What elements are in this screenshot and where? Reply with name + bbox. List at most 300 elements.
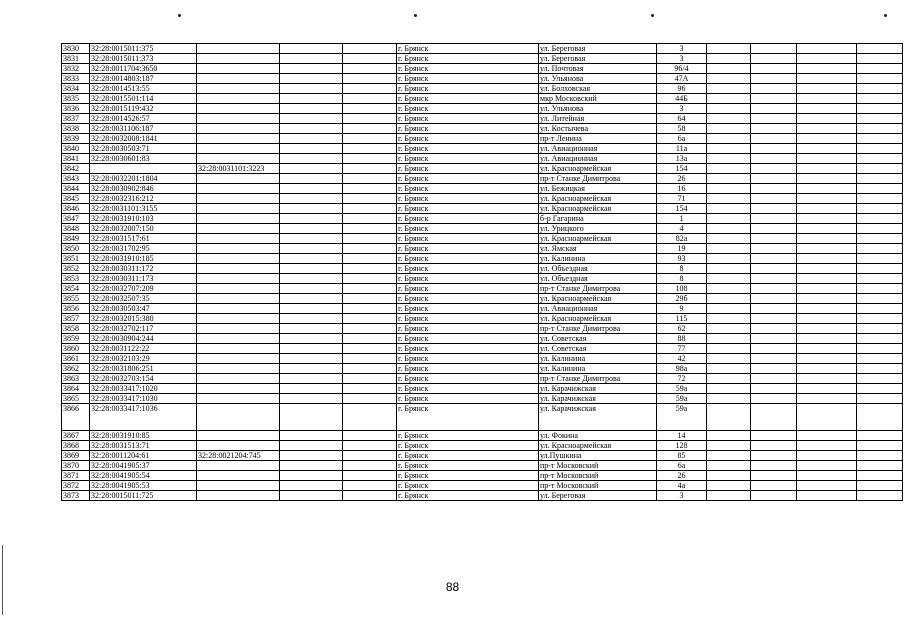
- cadastral-number-2: [197, 254, 280, 264]
- empty-cell: [797, 224, 857, 234]
- table-row: [62, 194, 903, 204]
- cadastral-number-2: [197, 344, 280, 354]
- empty-cell: [343, 94, 397, 104]
- empty-cell: [751, 104, 797, 114]
- street: ул. Красноармейская: [539, 194, 657, 204]
- house-number: 3: [657, 54, 707, 64]
- city: г. Брянск: [397, 84, 539, 94]
- empty-cell: [857, 451, 903, 461]
- table-row: [62, 44, 903, 54]
- house-number: 13а: [657, 154, 707, 164]
- empty-cell: [280, 304, 343, 314]
- empty-cell: [751, 94, 797, 104]
- empty-cell: [343, 74, 397, 84]
- empty-cell: [857, 154, 903, 164]
- empty-cell: [857, 144, 903, 154]
- street: ул. Карачижская: [539, 394, 657, 404]
- empty-cell: [857, 481, 903, 491]
- empty-cell: [751, 184, 797, 194]
- record-number: 3871: [62, 471, 90, 481]
- street: ул. Калинина: [539, 354, 657, 364]
- cadastral-number-2: [197, 204, 280, 214]
- empty-cell: [280, 94, 343, 104]
- empty-cell: [707, 334, 751, 344]
- cadastral-number: 32:28:0032702:117: [90, 324, 197, 334]
- city: г. Брянск: [397, 304, 539, 314]
- cadastral-number: 32:28:0030311:173: [90, 274, 197, 284]
- record-number: 3872: [62, 481, 90, 491]
- empty-cell: [280, 44, 343, 54]
- empty-cell: [751, 394, 797, 404]
- city: г. Брянск: [397, 404, 539, 431]
- cadastral-number-2: [197, 284, 280, 294]
- empty-cell: [857, 374, 903, 384]
- house-number: 3: [657, 491, 707, 501]
- empty-cell: [751, 174, 797, 184]
- empty-cell: [797, 64, 857, 74]
- empty-cell: [857, 491, 903, 501]
- cadastral-number: 32:28:0015119:432: [90, 104, 197, 114]
- empty-cell: [280, 274, 343, 284]
- cadastral-number: 32:28:0015011:375: [90, 44, 197, 54]
- empty-cell: [280, 344, 343, 354]
- cadastral-number-2: 32:28:0021204:745: [197, 451, 280, 461]
- empty-cell: [797, 254, 857, 264]
- empty-cell: [751, 461, 797, 471]
- record-number: 3848: [62, 224, 90, 234]
- city: г. Брянск: [397, 334, 539, 344]
- cadastral-number: 32:28:0032103:29: [90, 354, 197, 364]
- city: г. Брянск: [397, 94, 539, 104]
- empty-cell: [280, 254, 343, 264]
- empty-cell: [343, 64, 397, 74]
- cadastral-number-2: [197, 274, 280, 284]
- street: пр-т Московский: [539, 461, 657, 471]
- cadastral-number: 32:28:0032316:212: [90, 194, 197, 204]
- record-number: 3869: [62, 451, 90, 461]
- empty-cell: [797, 294, 857, 304]
- cadastral-number: 32:28:0031910:85: [90, 431, 197, 441]
- empty-cell: [797, 154, 857, 164]
- cadastral-number: 32:28:0032703:154: [90, 374, 197, 384]
- record-number: 3868: [62, 441, 90, 451]
- scan-dot: [884, 14, 887, 17]
- cadastral-number-2: [197, 174, 280, 184]
- house-number: 71: [657, 194, 707, 204]
- city: г. Брянск: [397, 264, 539, 274]
- record-number: 3860: [62, 344, 90, 354]
- record-number: 3854: [62, 284, 90, 294]
- empty-cell: [797, 304, 857, 314]
- empty-cell: [343, 284, 397, 294]
- cadastral-number-2: [197, 134, 280, 144]
- registry-table: [61, 43, 903, 501]
- record-number: 3850: [62, 244, 90, 254]
- cadastral-number: 32:28:0031517:61: [90, 234, 197, 244]
- table-row: [62, 461, 903, 471]
- empty-cell: [707, 264, 751, 274]
- city: г. Брянск: [397, 354, 539, 364]
- empty-cell: [797, 344, 857, 354]
- empty-cell: [707, 384, 751, 394]
- empty-cell: [343, 404, 397, 431]
- empty-cell: [751, 54, 797, 64]
- empty-cell: [857, 344, 903, 354]
- empty-cell: [857, 184, 903, 194]
- record-number: 3833: [62, 74, 90, 84]
- cadastral-number-2: [197, 194, 280, 204]
- empty-cell: [857, 74, 903, 84]
- empty-cell: [751, 134, 797, 144]
- cadastral-number-2: 32:28:0031101:3223: [197, 164, 280, 174]
- city: г. Брянск: [397, 451, 539, 461]
- empty-cell: [857, 431, 903, 441]
- empty-cell: [857, 264, 903, 274]
- record-number: 3834: [62, 84, 90, 94]
- empty-cell: [343, 234, 397, 244]
- table-row: [62, 74, 903, 84]
- empty-cell: [797, 44, 857, 54]
- cadastral-number-2: [197, 104, 280, 114]
- street: б-р Гагарина: [539, 214, 657, 224]
- cadastral-number: 32:28:0032707:209: [90, 284, 197, 294]
- city: г. Брянск: [397, 104, 539, 114]
- empty-cell: [280, 441, 343, 451]
- house-number: 4: [657, 224, 707, 234]
- empty-cell: [857, 384, 903, 394]
- empty-cell: [797, 461, 857, 471]
- empty-cell: [707, 84, 751, 94]
- table-row: [62, 344, 903, 354]
- city: г. Брянск: [397, 164, 539, 174]
- cadastral-number-2: [197, 314, 280, 324]
- house-number: 154: [657, 164, 707, 174]
- cadastral-number: 32:28:0011204:61: [90, 451, 197, 461]
- table-row: [62, 224, 903, 234]
- house-number: 59а: [657, 394, 707, 404]
- cadastral-number-2: [197, 214, 280, 224]
- street: ул. Бежицкая: [539, 184, 657, 194]
- scan-edge-mark: [2, 545, 3, 615]
- house-number: 96/4: [657, 64, 707, 74]
- empty-cell: [280, 244, 343, 254]
- empty-cell: [751, 324, 797, 334]
- empty-cell: [797, 74, 857, 84]
- street: ул. Карачижская: [539, 404, 657, 431]
- empty-cell: [280, 394, 343, 404]
- table-row: [62, 164, 903, 174]
- city: г. Брянск: [397, 154, 539, 164]
- empty-cell: [797, 184, 857, 194]
- table-row: [62, 134, 903, 144]
- street: пр-т Ленина: [539, 134, 657, 144]
- city: г. Брянск: [397, 204, 539, 214]
- record-number: 3866: [62, 404, 90, 431]
- empty-cell: [280, 334, 343, 344]
- street: ул. Авиационная: [539, 144, 657, 154]
- empty-cell: [797, 324, 857, 334]
- empty-cell: [280, 374, 343, 384]
- empty-cell: [751, 74, 797, 84]
- city: г. Брянск: [397, 194, 539, 204]
- cadastral-number-2: [197, 114, 280, 124]
- cadastral-number: 32:28:0015011:373: [90, 54, 197, 64]
- table-row: [62, 214, 903, 224]
- house-number: 77: [657, 344, 707, 354]
- empty-cell: [280, 144, 343, 154]
- street: ул. Костычева: [539, 124, 657, 134]
- empty-cell: [707, 314, 751, 324]
- empty-cell: [857, 64, 903, 74]
- record-number: 3851: [62, 254, 90, 264]
- table-row: [62, 154, 903, 164]
- record-number: 3861: [62, 354, 90, 364]
- cadastral-number: 32:28:0014803:187: [90, 74, 197, 84]
- empty-cell: [343, 344, 397, 354]
- house-number: 93: [657, 254, 707, 264]
- empty-cell: [707, 74, 751, 84]
- cadastral-number-2: [197, 84, 280, 94]
- empty-cell: [797, 354, 857, 364]
- street: ул. Береговая: [539, 54, 657, 64]
- record-number: 3841: [62, 154, 90, 164]
- cadastral-number: [90, 164, 197, 174]
- cadastral-number: 32:28:0032007:150: [90, 224, 197, 234]
- empty-cell: [280, 64, 343, 74]
- house-number: 59а: [657, 404, 707, 431]
- empty-cell: [751, 224, 797, 234]
- cadastral-number: 32:28:0033417:1030: [90, 394, 197, 404]
- record-number: 3862: [62, 364, 90, 374]
- empty-cell: [343, 224, 397, 234]
- record-number: 3837: [62, 114, 90, 124]
- empty-cell: [343, 461, 397, 471]
- empty-cell: [797, 194, 857, 204]
- table-row: [62, 314, 903, 324]
- record-number: 3831: [62, 54, 90, 64]
- record-number: 3838: [62, 124, 90, 134]
- empty-cell: [343, 184, 397, 194]
- street: пр-т Московский: [539, 481, 657, 491]
- empty-cell: [797, 264, 857, 274]
- empty-cell: [343, 84, 397, 94]
- cadastral-number-2: [197, 44, 280, 54]
- table-row: [62, 431, 903, 441]
- empty-cell: [280, 264, 343, 274]
- street: ул. Ульянова: [539, 74, 657, 84]
- empty-cell: [857, 214, 903, 224]
- house-number: 58: [657, 124, 707, 134]
- empty-cell: [751, 451, 797, 461]
- empty-cell: [751, 441, 797, 451]
- empty-cell: [343, 431, 397, 441]
- table-row: [62, 294, 903, 304]
- empty-cell: [707, 374, 751, 384]
- table-row: [62, 204, 903, 214]
- empty-cell: [280, 204, 343, 214]
- empty-cell: [857, 364, 903, 374]
- empty-cell: [797, 84, 857, 94]
- cadastral-number: 32:28:0030601:83: [90, 154, 197, 164]
- city: г. Брянск: [397, 234, 539, 244]
- cadastral-number-2: [197, 354, 280, 364]
- house-number: 88: [657, 334, 707, 344]
- empty-cell: [343, 451, 397, 461]
- empty-cell: [280, 354, 343, 364]
- empty-cell: [707, 64, 751, 74]
- empty-cell: [857, 114, 903, 124]
- city: г. Брянск: [397, 244, 539, 254]
- empty-cell: [707, 54, 751, 64]
- empty-cell: [343, 254, 397, 264]
- table-row: [62, 374, 903, 384]
- empty-cell: [707, 174, 751, 184]
- record-number: 3840: [62, 144, 90, 154]
- table-row: [62, 481, 903, 491]
- empty-cell: [280, 491, 343, 501]
- cadastral-number: 32:28:0030503:47: [90, 304, 197, 314]
- house-number: 4а: [657, 481, 707, 491]
- empty-cell: [707, 184, 751, 194]
- empty-cell: [707, 204, 751, 214]
- empty-cell: [280, 164, 343, 174]
- empty-cell: [343, 124, 397, 134]
- page-number: 88: [445, 580, 460, 594]
- empty-cell: [280, 184, 343, 194]
- empty-cell: [857, 274, 903, 284]
- empty-cell: [797, 431, 857, 441]
- cadastral-number: 32:28:0031122:22: [90, 344, 197, 354]
- cadastral-number-2: [197, 431, 280, 441]
- empty-cell: [343, 274, 397, 284]
- empty-cell: [280, 134, 343, 144]
- cadastral-number-2: [197, 264, 280, 274]
- empty-cell: [280, 74, 343, 84]
- cadastral-number-2: [197, 441, 280, 451]
- cadastral-number-2: [197, 244, 280, 254]
- cadastral-number-2: [197, 64, 280, 74]
- house-number: 64: [657, 114, 707, 124]
- cadastral-number-2: [197, 294, 280, 304]
- house-number: 62: [657, 324, 707, 334]
- empty-cell: [343, 104, 397, 114]
- empty-cell: [280, 384, 343, 394]
- record-number: 3873: [62, 491, 90, 501]
- empty-cell: [751, 84, 797, 94]
- street: ул. Урицкого: [539, 224, 657, 234]
- empty-cell: [751, 44, 797, 54]
- empty-cell: [857, 441, 903, 451]
- house-number: 128: [657, 441, 707, 451]
- empty-cell: [280, 224, 343, 234]
- city: г. Брянск: [397, 254, 539, 264]
- record-number: 3835: [62, 94, 90, 104]
- house-number: 8: [657, 264, 707, 274]
- street: ул. Береговая: [539, 44, 657, 54]
- empty-cell: [751, 304, 797, 314]
- table-row: [62, 384, 903, 394]
- empty-cell: [343, 304, 397, 314]
- empty-cell: [707, 124, 751, 134]
- table-row: [62, 264, 903, 274]
- cadastral-number-2: [197, 234, 280, 244]
- empty-cell: [343, 54, 397, 64]
- city: г. Брянск: [397, 491, 539, 501]
- city: г. Брянск: [397, 374, 539, 384]
- empty-cell: [343, 44, 397, 54]
- empty-cell: [280, 54, 343, 64]
- house-number: 26: [657, 471, 707, 481]
- record-number: 3846: [62, 204, 90, 214]
- table-row: [62, 394, 903, 404]
- empty-cell: [707, 284, 751, 294]
- cadastral-number: 32:28:0031106:187: [90, 124, 197, 134]
- cadastral-number: 32:28:0033417:1020: [90, 384, 197, 394]
- cadastral-number-2: [197, 54, 280, 64]
- empty-cell: [751, 491, 797, 501]
- street: ул. Авиационная: [539, 304, 657, 314]
- street: ул. Красноармейская: [539, 204, 657, 214]
- record-number: 3832: [62, 64, 90, 74]
- empty-cell: [707, 324, 751, 334]
- city: г. Брянск: [397, 471, 539, 481]
- empty-cell: [797, 54, 857, 64]
- house-number: 6а: [657, 134, 707, 144]
- empty-cell: [280, 294, 343, 304]
- house-number: 115: [657, 314, 707, 324]
- cadastral-number: 32:28:0011704:3650: [90, 64, 197, 74]
- cadastral-number: 32:28:0014526:57: [90, 114, 197, 124]
- table-row: [62, 114, 903, 124]
- empty-cell: [857, 334, 903, 344]
- empty-cell: [343, 491, 397, 501]
- empty-cell: [797, 374, 857, 384]
- record-number: 3852: [62, 264, 90, 274]
- empty-cell: [707, 144, 751, 154]
- city: г. Брянск: [397, 54, 539, 64]
- cadastral-number: 32:28:0032507:35: [90, 294, 197, 304]
- empty-cell: [280, 114, 343, 124]
- empty-cell: [707, 481, 751, 491]
- cadastral-number-2: [197, 481, 280, 491]
- empty-cell: [343, 294, 397, 304]
- table-row: [62, 334, 903, 344]
- cadastral-number-2: [197, 74, 280, 84]
- street: пр-т Станке Димитрова: [539, 324, 657, 334]
- street: пр-т Станке Димитрова: [539, 284, 657, 294]
- cadastral-number-2: [197, 461, 280, 471]
- table-row: [62, 364, 903, 374]
- scan-dot: [414, 14, 417, 17]
- table-row: [62, 244, 903, 254]
- empty-cell: [707, 154, 751, 164]
- empty-cell: [857, 84, 903, 94]
- table-row: [62, 104, 903, 114]
- street: пр-т Московский: [539, 471, 657, 481]
- empty-cell: [343, 354, 397, 364]
- empty-cell: [343, 481, 397, 491]
- empty-cell: [751, 374, 797, 384]
- cadastral-number-2: [197, 384, 280, 394]
- scan-dot: [178, 14, 181, 17]
- record-number: 3870: [62, 461, 90, 471]
- street: пр-т Станке Димитрова: [539, 374, 657, 384]
- street: ул. Советская: [539, 334, 657, 344]
- empty-cell: [857, 294, 903, 304]
- empty-cell: [857, 54, 903, 64]
- empty-cell: [751, 314, 797, 324]
- cadastral-number: 32:28:0031910:185: [90, 254, 197, 264]
